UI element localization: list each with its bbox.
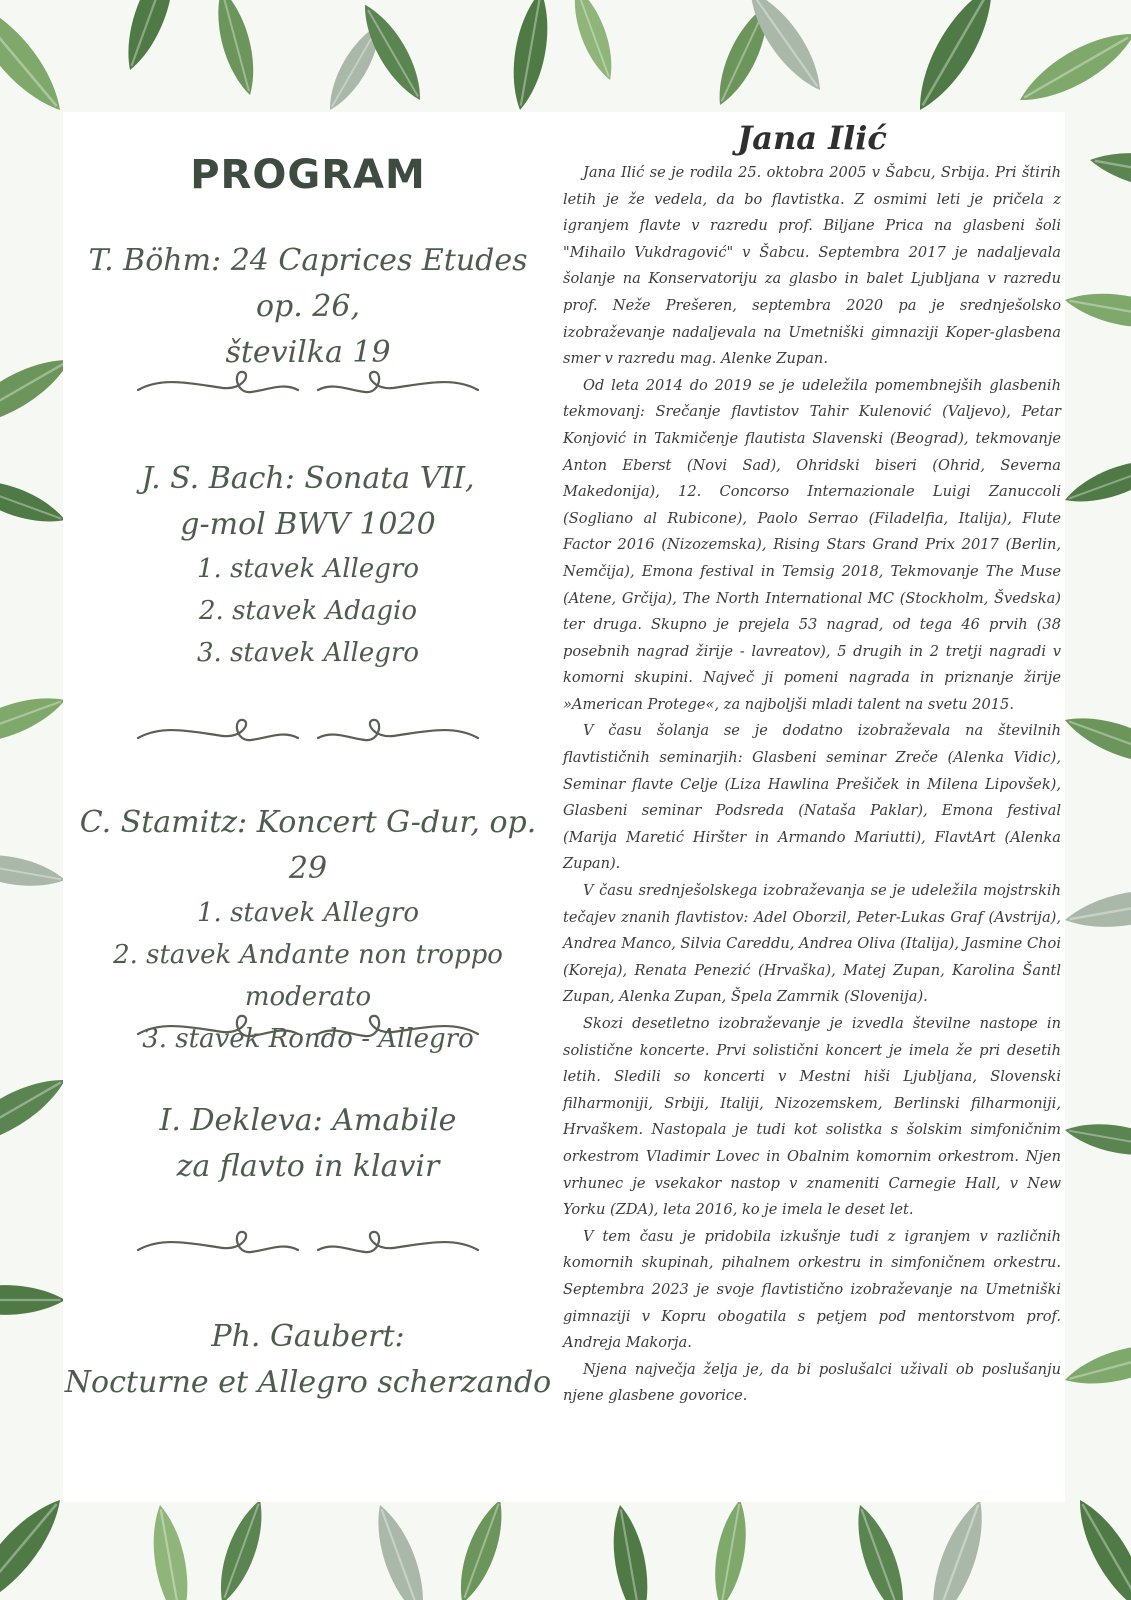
program-title: PROGRAM: [190, 152, 426, 198]
piece-movement: 2. stavek Andante non troppo moderato: [113, 940, 503, 1012]
piece-movement: 3. stavek Rondo - Allegro: [142, 1024, 474, 1054]
piece-movement: 1. stavek Allegro: [197, 554, 419, 584]
piece-heading: Ph. Gaubert:: [211, 1319, 405, 1354]
bio-text: [563, 160, 1061, 1410]
piece-heading: C. Stamitz: Koncert G-dur, op. 29: [79, 805, 537, 886]
bio-paragraph: V času šolanja se je dodatno izobraževala na številnih flavtističnih seminarjih: Glasbeni seminar Zreče (Alenka Vidic), Seminar flavte Celje (Liza Hawlina Prešiček in Milena Lipovšek), Glasbeni seminar Podsreda (Nataša Paklar), Emona festival (Marija Maretić Hiršter in Armando Mariutti), FlavtArt (Alenka Zupan).: [563, 722, 1061, 873]
piece-heading: J. S. Bach: Sonata VII,: [141, 461, 475, 496]
piece-movement: 2. stavek Adagio: [199, 596, 417, 626]
bio-paragraph: Njena največja želja je, da bi poslušalci uživali ob poslušanju njene glasbene govorice.: [563, 1360, 1061, 1405]
leaf-cluster-right: [1060, 285, 1131, 1394]
bio-paragraph: V tem času je pridobila izkušnje tudi z igranjem v različnih komornih skupinah, pihalnem orkestru in simfoničnem orkestru. Septembra 2023 je svoje flavtistično izobraževanje na Umetniški gimnaziji v Kopru obogatila s petjem pod mentorstvom prof. Andreja Makorja.: [563, 1227, 1061, 1352]
bio-paragraph: Skozi desetletno izobraževanje je izvedla številne nastope in solistične koncerte. Prvi solistični koncert je imela že pri desetih letih. Sledili so koncerti v Mestni hiši Ljubljana, Slovenski filharmoniji, Srbiji, Italiji, Nizozemskem, Berlinski filharmoniji, Hrvaškem. Nastopala je tudi kot solistka s šolskim simfoničnim orkestrom Vladimir Lovec in Obalnim komornim orkestrom. Njen vrhunec je vsekakor nastop v znameniti Carnegie Hall, v New Yorku (ZDA), leta 2016, ko je imela le deset let.: [563, 1015, 1061, 1219]
piece-heading: Nocturne et Allegro scherzando: [64, 1365, 552, 1400]
bio-name: Jana Ilić: [737, 119, 887, 157]
flourish-divider: [133, 368, 483, 408]
piece-heading: številka 19: [225, 335, 391, 370]
flourish-divider: [133, 1228, 483, 1268]
bio-paragraph: Jana Ilić se je rodila 25. oktobra 2005 v Šabcu, Srbija. Pri štirih letih je že vedela, da bo flavtistka. Z osmimi leti je pričela z igranjem flavte v razredu prof. Biljane Prica na glasbeni šoli "Mihailo Vukdragović" v Šabcu. Septembra 2017 je nadaljevala šolanje na Konservatoriju za glasbo in balet Ljubljana v razredu prof. Neže Prešeren, septembra 2020 pa je srednješolsko izobraževanje nadaljevala na Umetniški gimnaziji Koper-glasbena smer v razredu mag. Alenke Zupan.: [563, 164, 1061, 368]
leaf-cluster-bottom: [0, 1489, 1131, 1600]
program-piece-dekleva: [63, 1098, 553, 1190]
piece-heading: I. Dekleva: Amabile: [159, 1103, 457, 1138]
program-piece-bohm: [63, 238, 553, 376]
piece-heading: za flavto in klavir: [176, 1149, 440, 1184]
bio-paragraph: V času srednješolskega izobraževanja se je udeležila mojstrskih tečajev znanih flavtistov: Adel Oborzil, Peter-Lukas Graf (Avstrija), Andrea Manco, Silvia Careddu, Andrea Oliva (Italija), Jasmine Choi (Koreja), Renata Penezić (Hrvaška), Matej Zupan, Karolina Šantl Zupan, Alenka Zupan, Špela Zamrnik (Slovenija).: [563, 882, 1061, 1006]
flourish-divider: [133, 1012, 483, 1052]
flourish-divider: [133, 716, 483, 756]
program-piece-bach: [63, 456, 553, 674]
program-piece-gaubert: [63, 1314, 553, 1406]
bio-paragraph: Od leta 2014 do 2019 se je udeležila pomembnejših glasbenih tekmovanj: Srečanje flavtistov Tahir Kulenović (Valjevo), Petar Konjović in Takmičenje flautista Slavenski (Beograd), tekmovanje Anton Eberst (Novi Sad), Ohridski biseri (Ohrid, Severna Makedonija), 12. Concorso Internazionale Luigi Zanuccoli (Sogliano al Rubicone), Paolo Serrao (Filadelfia, Italija), Flute Factor 2016 (Nizozemska), Rising Stars Grand Prix 2017 (Berlin, Nemčija), Emona festival in Temsig 2018, Tekmovanje The Muse (Atene, Grčija), The North International MC (Stockholm, Švedska) ter druga. Skupno je prejela 53 nagrad, od tega 46 prvih (38 posebnih nagrad žirije - lavreatov), 5 drugih in 2 tretji nagradi v komorni skupini. Največ ji pomeni nagrada in priznanje žirije »American Protege«, za najboljši mladi talent na svetu 2015.: [563, 376, 1061, 713]
piece-heading: g-mol BWV 1020: [180, 507, 436, 542]
piece-movement: 1. stavek Allegro: [197, 898, 419, 928]
biography-column: [563, 120, 1061, 1410]
piece-movement: 3. stavek Allegro: [197, 638, 419, 668]
program-column: [63, 112, 553, 1502]
piece-heading: T. Böhm: 24 Caprices Etudes op. 26,: [88, 243, 528, 324]
